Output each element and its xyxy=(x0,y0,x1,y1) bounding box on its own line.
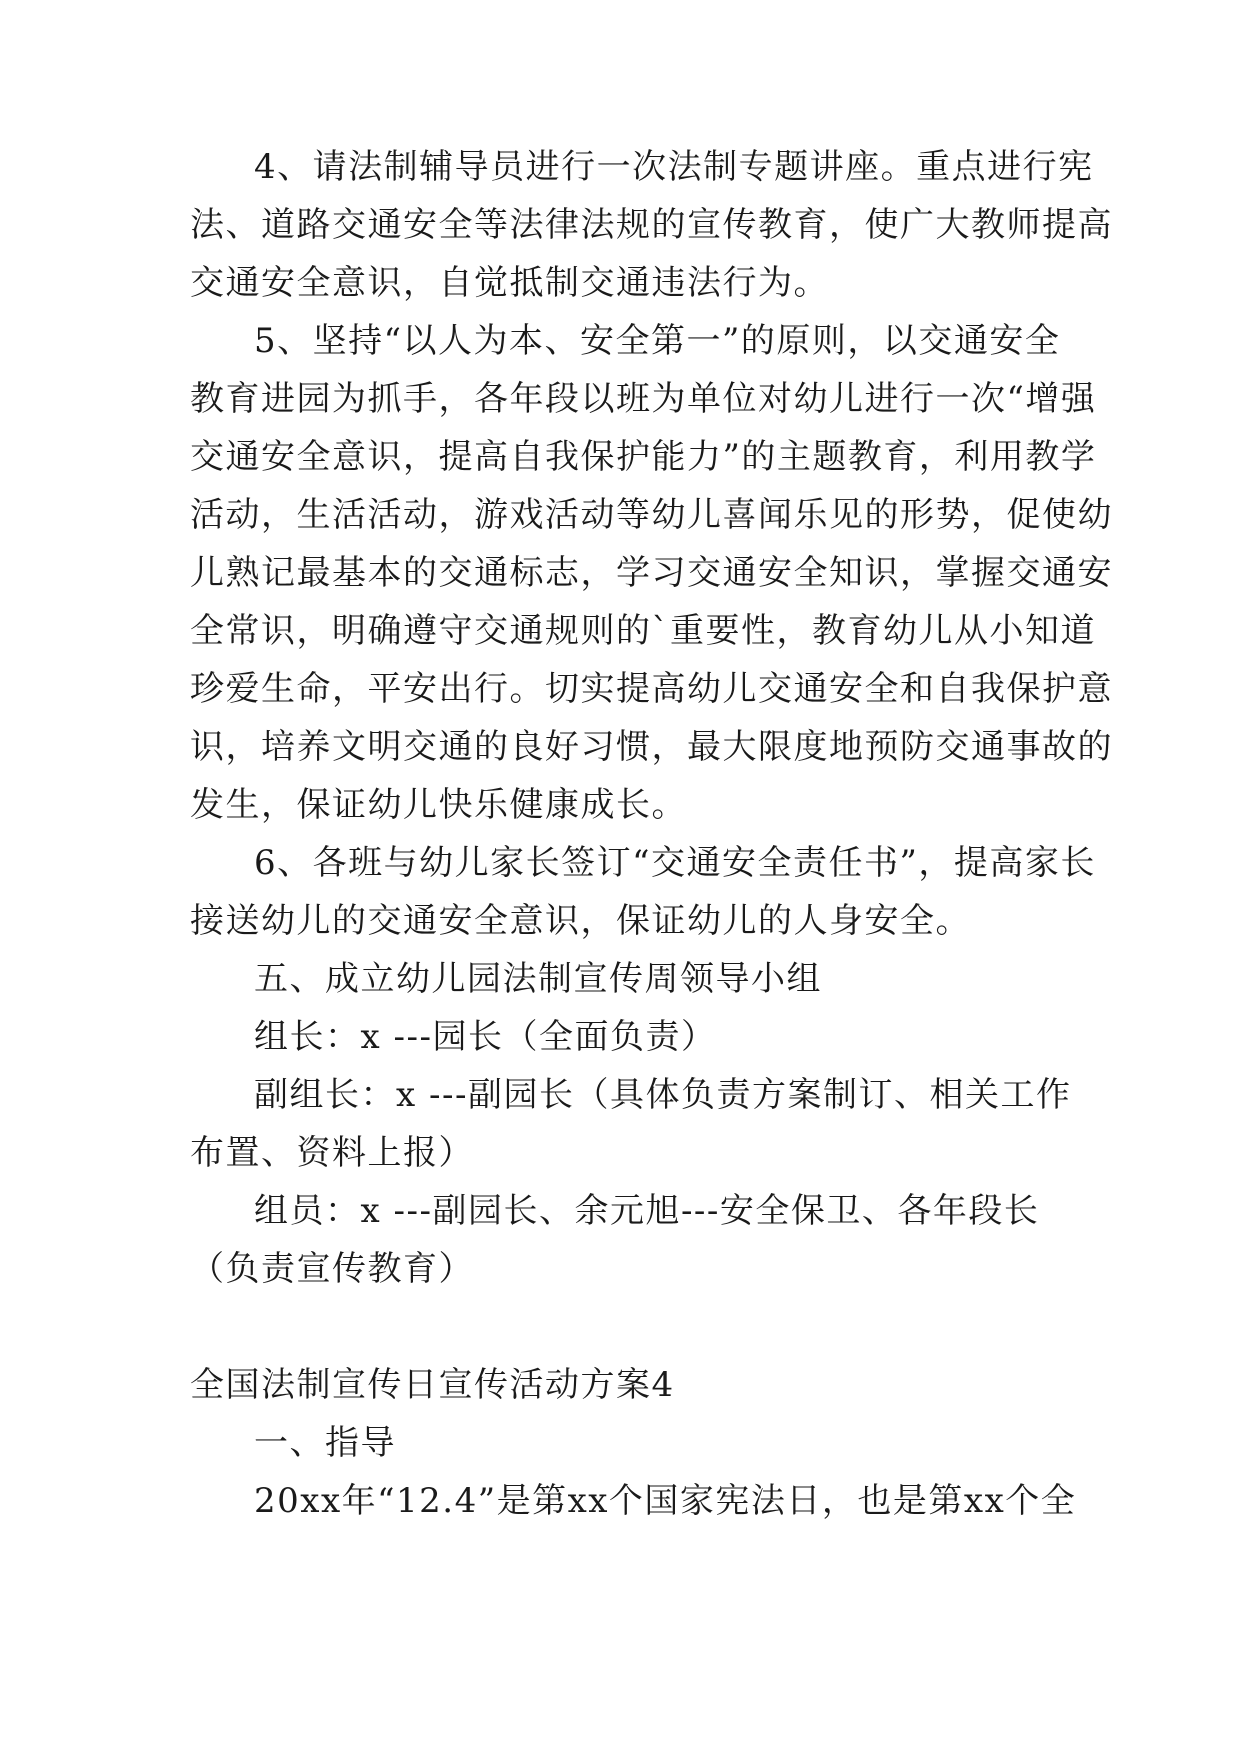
item-6-line-2: 接送幼儿的交通安全意识，保证幼儿的人身安全。 xyxy=(190,901,971,941)
deputy-leader-line-2: 布置、资料上报） xyxy=(190,1133,474,1173)
members-line-2: （负责宣传教育） xyxy=(190,1249,474,1289)
members-line-1: 组员：x ---副园长、余元旭---安全保卫、各年段长 xyxy=(254,1191,1040,1231)
plan-title: 全国法制宣传日宣传活动方案4 xyxy=(190,1365,675,1405)
item-5-line-3: 交通安全意识，提高自我保护能力”的主题教育，利用教学 xyxy=(190,437,1097,477)
section-5-heading: 五、成立幼儿园法制宣传周领导小组 xyxy=(254,959,822,999)
item-5-line-4: 活动，生活活动，游戏活动等幼儿喜闻乐见的形势，促使幼 xyxy=(190,495,1113,535)
item-4-line-1: 4、请法制辅导员进行一次法制专题讲座。重点进行宪 xyxy=(254,147,1094,187)
guidance-heading: 一、指导 xyxy=(254,1423,396,1463)
item-6-line-1: 6、各班与幼儿家长签订“交通安全责任书”，提高家长 xyxy=(254,843,1096,883)
item-5-line-9: 发生，保证幼儿快乐健康成长。 xyxy=(190,785,687,825)
item-5-line-2: 教育进园为抓手，各年段以班为单位对幼儿进行一次“增强 xyxy=(190,379,1097,419)
guidance-text-line-1: 20xx年“12.4”是第xx个国家宪法日，也是第xx个全 xyxy=(254,1481,1077,1521)
item-5-line-1: 5、坚持“以人为本、安全第一”的原则，以交通安全 xyxy=(254,321,1061,361)
item-5-line-6: 全常识，明确遵守交通规则的`重要性，教育幼儿从小知道 xyxy=(190,611,1096,651)
item-5-line-5: 儿熟记最基本的交通标志，学习交通安全知识，掌握交通安 xyxy=(190,553,1113,593)
item-5-line-7: 珍爱生命，平安出行。切实提高幼儿交通安全和自我保护意 xyxy=(190,669,1113,709)
item-5-line-8: 识，培养文明交通的良好习惯，最大限度地预防交通事故的 xyxy=(190,727,1113,767)
leader-line: 组长：x ---园长（全面负责） xyxy=(254,1017,717,1057)
deputy-leader-line-1: 副组长：x ---副园长（具体负责方案制订、相关工作 xyxy=(254,1075,1072,1115)
item-4-line-3: 交通安全意识，自觉抵制交通违法行为。 xyxy=(190,263,829,303)
item-4-line-2: 法、道路交通安全等法律法规的宣传教育，使广大教师提高 xyxy=(190,205,1113,245)
